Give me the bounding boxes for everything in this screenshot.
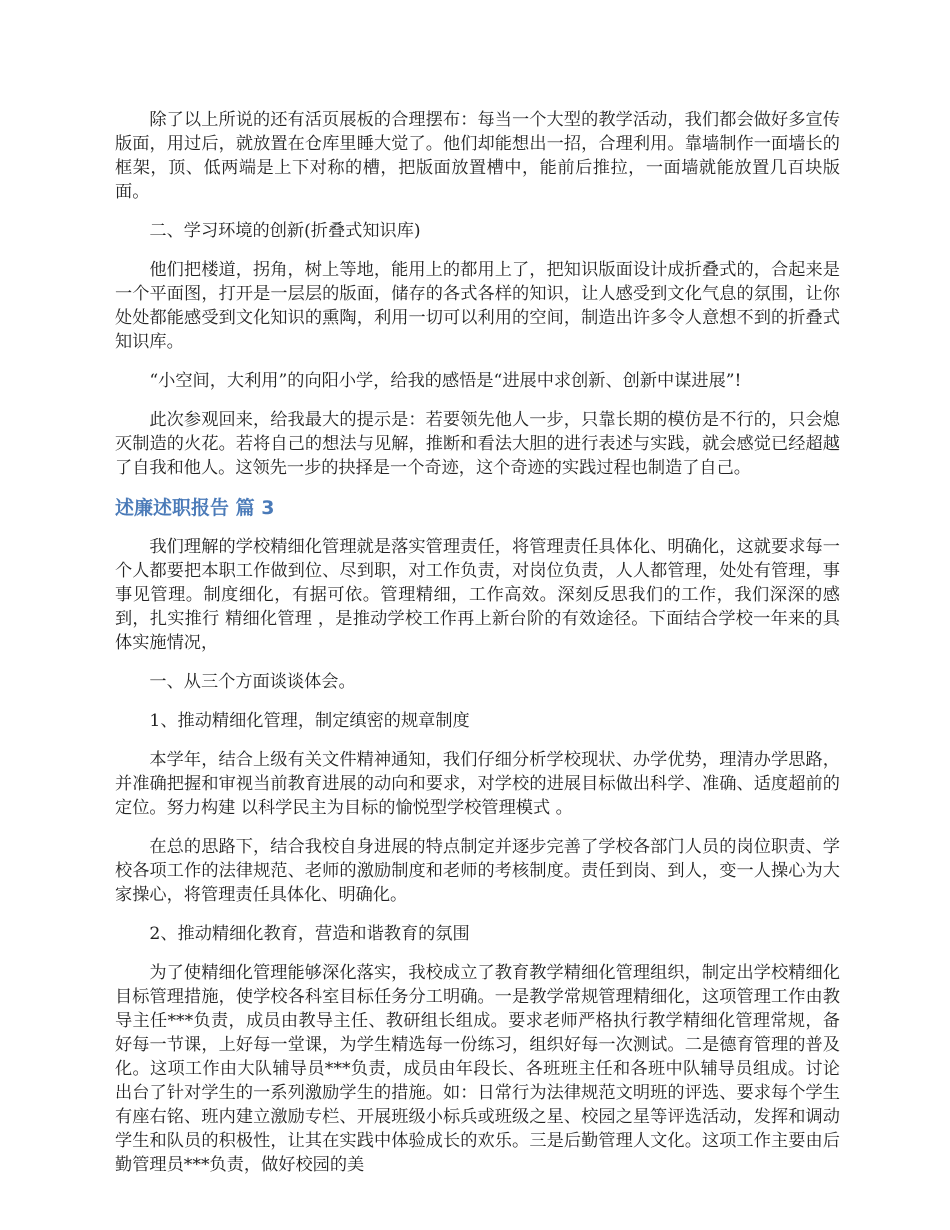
paragraph-school-year: 本学年，结合上级有关文件精神通知，我们仔细分析学校现状、办学优势，理清办学思路，并准确把握和审视当前教育进展的动向和要求，对学校的进展目标做出科学、准确、适度超前的定位。努力构建 以科学民主为目标的愉悦型学校管理模式 。 [115, 750, 840, 818]
subheading-learning-environment: 二、学习环境的创新(折叠式知识库) [149, 221, 421, 241]
paragraph-folding-knowledge-base: 他们把楼道，拐角，树上等地，能用上的都用上了，把知识版面设计成折叠式的，合起来是一个平面图，打开是一层层的版面，储存的各式各样的知识，让人感受到文化气息的氛围，让你处处都能感受到文化知识的熏陶，利用一切可以利用的空间，制造出许多令人意想不到的折叠式知识库。 [115, 260, 840, 352]
subheading-refined-education: 2、推动精细化教育，营造和谐教育的氛围 [149, 924, 470, 944]
document-body [115, 108, 840, 1192]
paragraph-small-space-quote: “小空间，大利用”的向阳小学，给我的感悟是“进展中求创新、创新中谋进展”! [149, 371, 742, 391]
paragraph-general-approach: 在总的思路下，结合我校自身进展的特点制定并逐步完善了学校各部门人员的岗位职责、学校各项工作的法律规范、老师的激励制度和老师的考核制度。责任到岗、到人，变一人操心为大家操心，将管理责任具体化、明确化。 [115, 837, 840, 905]
section-heading: 述廉述职报告 篇 3 [115, 497, 275, 519]
paragraph-visit-reflection: 此次参观回来，给我最大的提示是：若要领先他人一步，只靠长期的模仿是不行的，只会熄灭制造的火花。若将自己的想法与见解，推断和看法大胆的进行表述与实践，就会感觉已经超越了自我和他人。这领先一步的抉择是一个奇迹，这个奇迹的实践过程也制造了自己。 [115, 410, 840, 478]
subheading-three-aspects: 一、从三个方面谈谈体会。 [149, 672, 356, 692]
paragraph-management-organization: 为了使精细化管理能够深化落实，我校成立了教育教学精细化管理组织，制定出学校精细化目标管理措施，使学校各科室目标任务分工明确。一是教学常规管理精细化，这项管理工作由教导主任***负责，成员由教导主任、教研组长组成。要求老师严格执行教学精细化管理常规，备好每一节课，上好每一堂课，为学生精选每一份练习，组织好每一次测试。二是德育管理的普及化。这项工作由大队辅导员***负责，成员由年段长、各班班主任和各班中队辅导员组成。讨论出台了针对学生的一系列激励学生的措施。如：日常行为法律规范文明班的评选、要求每个学生有座右铭、班内建立激励专栏、开展班级小标兵或班级之星、校园之星等评选活动，发挥和调动学生和队员的积极性，让其在实践中体验成长的欢乐。三是后勤管理人文化。这项工作主要由后勤管理员***负责，做好校园的美 [115, 963, 840, 1175]
paragraph-display-boards: 除了以上所说的还有活页展板的合理摆布：每当一个大型的教学活动，我们都会做好多宣传版面，用过后，就放置在仓库里睡大觉了。他们却能想出一招，合理利用。靠墙制作一面墙长的框架，顶、低两端是上下对称的槽，把版面放置槽中，能前后推拉，一面墙就能放置几百块版面。 [115, 110, 840, 202]
paragraph-refined-management-intro: 我们理解的学校精细化管理就是落实管理责任，将管理责任具体化、明确化，这就要求每一个人都要把本职工作做到位、尽到职，对工作负责，对岗位负责，人人都管理，处处有管理，事事见管理。制度细化，有据可依。管理精细，工作高效。深刻反思我们的工作，我们深深的感到，扎实推行 精细化管理 ，是推动学校工作再上新台阶的有效途径。下面结合学校一年来的具体实施情况， [115, 537, 840, 653]
subheading-rules-and-regulations: 1、推动精细化管理，制定缜密的规章制度 [149, 711, 470, 731]
